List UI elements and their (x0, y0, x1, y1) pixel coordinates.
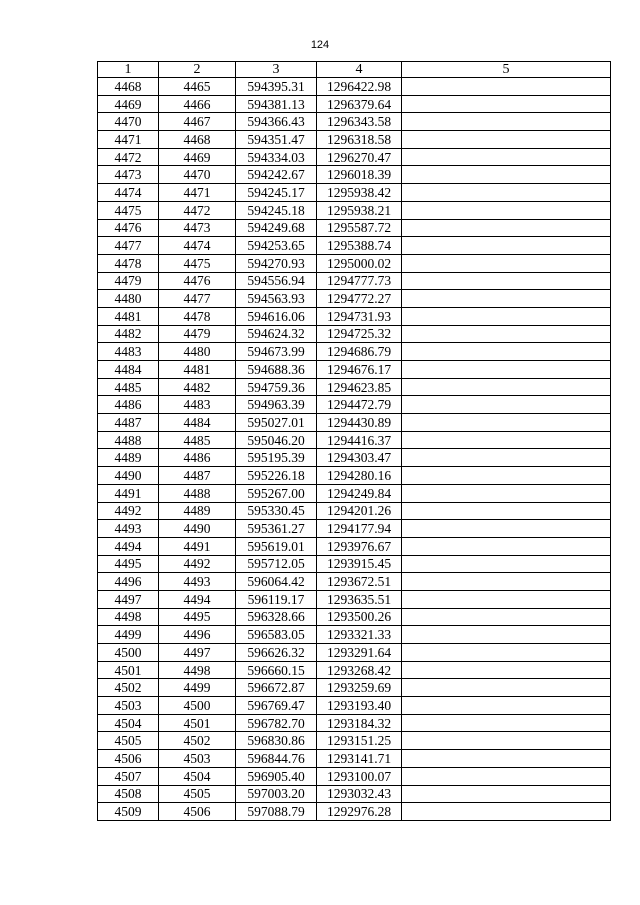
table-cell-col-4: 1294725.32 (317, 325, 402, 343)
table-row (98, 414, 611, 432)
table-cell-col-5 (402, 803, 611, 821)
table-cell-col-3: 594245.17 (236, 184, 317, 202)
table-cell-col-5 (402, 361, 611, 379)
table-cell-col-3: 595046.20 (236, 431, 317, 449)
table-cell-col-2: 4488 (159, 484, 236, 502)
table-row (98, 555, 611, 573)
table-row (98, 237, 611, 255)
column-header-5: 5 (402, 62, 611, 78)
table-cell-col-5 (402, 626, 611, 644)
table-cell-col-3: 597003.20 (236, 785, 317, 803)
table-row (98, 732, 611, 750)
table-cell-col-2: 4478 (159, 307, 236, 325)
table-cell-col-5 (402, 254, 611, 272)
table-cell-col-1: 4496 (98, 573, 159, 591)
table-row (98, 608, 611, 626)
table-cell-col-1: 4497 (98, 590, 159, 608)
table-cell-col-2: 4492 (159, 555, 236, 573)
table-cell-col-2: 4504 (159, 767, 236, 785)
table-cell-col-4: 1294472.79 (317, 396, 402, 414)
table-cell-col-3: 594616.06 (236, 307, 317, 325)
table-cell-col-4: 1294676.17 (317, 361, 402, 379)
table-cell-col-4: 1293268.42 (317, 661, 402, 679)
table-cell-col-2: 4493 (159, 573, 236, 591)
table-cell-col-4: 1293141.71 (317, 750, 402, 768)
table-cell-col-4: 1294777.73 (317, 272, 402, 290)
table-cell-col-2: 4485 (159, 431, 236, 449)
table-cell-col-2: 4474 (159, 237, 236, 255)
table-cell-col-1: 4489 (98, 449, 159, 467)
table-cell-col-3: 595330.45 (236, 502, 317, 520)
table-cell-col-2: 4469 (159, 148, 236, 166)
table-cell-col-1: 4468 (98, 78, 159, 96)
table-cell-col-5 (402, 219, 611, 237)
table-cell-col-3: 594556.94 (236, 272, 317, 290)
table-cell-col-1: 4481 (98, 307, 159, 325)
table-cell-col-4: 1295587.72 (317, 219, 402, 237)
header-row (98, 62, 611, 78)
table-row (98, 467, 611, 485)
table-cell-col-1: 4480 (98, 290, 159, 308)
table-cell-col-1: 4476 (98, 219, 159, 237)
table-row (98, 219, 611, 237)
table-cell-col-5 (402, 590, 611, 608)
table-cell-col-3: 596769.47 (236, 697, 317, 715)
table-cell-col-3: 595361.27 (236, 520, 317, 538)
table-row (98, 484, 611, 502)
table-cell-col-5 (402, 148, 611, 166)
table-cell-col-5 (402, 484, 611, 502)
table-cell-col-5 (402, 661, 611, 679)
table-cell-col-1: 4504 (98, 714, 159, 732)
table-cell-col-4: 1293291.64 (317, 644, 402, 662)
table-body (98, 78, 611, 821)
table-row (98, 626, 611, 644)
table-cell-col-4: 1293259.69 (317, 679, 402, 697)
table-row (98, 378, 611, 396)
table-cell-col-4: 1294177.94 (317, 520, 402, 538)
table-cell-col-5 (402, 714, 611, 732)
table-cell-col-2: 4494 (159, 590, 236, 608)
table-cell-col-2: 4470 (159, 166, 236, 184)
table-cell-col-2: 4468 (159, 131, 236, 149)
table-cell-col-2: 4466 (159, 95, 236, 113)
table-cell-col-2: 4499 (159, 679, 236, 697)
table-cell-col-3: 594688.36 (236, 361, 317, 379)
table-cell-col-3: 594249.68 (236, 219, 317, 237)
table-cell-col-3: 597088.79 (236, 803, 317, 821)
table-row (98, 520, 611, 538)
table-cell-col-5 (402, 732, 611, 750)
table-cell-col-2: 4482 (159, 378, 236, 396)
table-row (98, 644, 611, 662)
table-row (98, 590, 611, 608)
table-cell-col-4: 1293184.32 (317, 714, 402, 732)
table-cell-col-4: 1294772.27 (317, 290, 402, 308)
table-cell-col-4: 1296379.64 (317, 95, 402, 113)
table-row (98, 148, 611, 166)
table-cell-col-3: 594673.99 (236, 343, 317, 361)
table-row (98, 290, 611, 308)
table-cell-col-1: 4477 (98, 237, 159, 255)
table-cell-col-3: 596119.17 (236, 590, 317, 608)
table-cell-col-3: 594245.18 (236, 201, 317, 219)
table-header (98, 62, 611, 78)
table-cell-col-1: 4499 (98, 626, 159, 644)
table-cell-col-5 (402, 679, 611, 697)
table-cell-col-3: 596583.05 (236, 626, 317, 644)
table-cell-col-3: 596660.15 (236, 661, 317, 679)
table-cell-col-3: 595619.01 (236, 537, 317, 555)
table-cell-col-1: 4474 (98, 184, 159, 202)
table-cell-col-2: 4472 (159, 201, 236, 219)
table-cell-col-4: 1294249.84 (317, 484, 402, 502)
table-row (98, 307, 611, 325)
table-cell-col-1: 4498 (98, 608, 159, 626)
table-cell-col-2: 4506 (159, 803, 236, 821)
table-cell-col-3: 595712.05 (236, 555, 317, 573)
table-cell-col-4: 1293672.51 (317, 573, 402, 591)
table-cell-col-4: 1293032.43 (317, 785, 402, 803)
table-cell-col-1: 4500 (98, 644, 159, 662)
table-cell-col-5 (402, 78, 611, 96)
table-cell-col-1: 4490 (98, 467, 159, 485)
table-cell-col-1: 4493 (98, 520, 159, 538)
table-cell-col-1: 4478 (98, 254, 159, 272)
table-cell-col-3: 594381.13 (236, 95, 317, 113)
table-cell-col-1: 4505 (98, 732, 159, 750)
table-cell-col-5 (402, 785, 611, 803)
table-cell-col-1: 4484 (98, 361, 159, 379)
table-cell-col-2: 4501 (159, 714, 236, 732)
table-cell-col-3: 594366.43 (236, 113, 317, 131)
table-cell-col-3: 594563.93 (236, 290, 317, 308)
table-cell-col-3: 594351.47 (236, 131, 317, 149)
table-cell-col-2: 4497 (159, 644, 236, 662)
coordinates-table (97, 61, 611, 821)
table-cell-col-2: 4467 (159, 113, 236, 131)
table-cell-col-3: 596626.32 (236, 644, 317, 662)
table-cell-col-1: 4503 (98, 697, 159, 715)
table-cell-col-1: 4491 (98, 484, 159, 502)
table-cell-col-1: 4492 (98, 502, 159, 520)
table-cell-col-4: 1293915.45 (317, 555, 402, 573)
table-cell-col-2: 4480 (159, 343, 236, 361)
table-cell-col-2: 4484 (159, 414, 236, 432)
table-cell-col-5 (402, 272, 611, 290)
table-cell-col-1: 4487 (98, 414, 159, 432)
table-cell-col-5 (402, 166, 611, 184)
table-cell-col-5 (402, 396, 611, 414)
table-cell-col-2: 4476 (159, 272, 236, 290)
column-header-3: 3 (236, 62, 317, 78)
table-row (98, 325, 611, 343)
table-cell-col-4: 1294731.93 (317, 307, 402, 325)
table-row (98, 573, 611, 591)
table-row (98, 95, 611, 113)
table-row (98, 785, 611, 803)
table-row (98, 78, 611, 96)
table-cell-col-1: 4509 (98, 803, 159, 821)
table-cell-col-4: 1294623.85 (317, 378, 402, 396)
table-cell-col-3: 595226.18 (236, 467, 317, 485)
table-cell-col-5 (402, 113, 611, 131)
table-cell-col-4: 1293321.33 (317, 626, 402, 644)
table-row (98, 431, 611, 449)
table-cell-col-3: 594242.67 (236, 166, 317, 184)
table-cell-col-2: 4490 (159, 520, 236, 538)
table-cell-col-5 (402, 537, 611, 555)
table-cell-col-2: 4471 (159, 184, 236, 202)
table-cell-col-5 (402, 555, 611, 573)
table-cell-col-1: 4479 (98, 272, 159, 290)
table-cell-col-4: 1293100.07 (317, 767, 402, 785)
table-cell-col-1: 4473 (98, 166, 159, 184)
table-cell-col-4: 1293193.40 (317, 697, 402, 715)
table-cell-col-2: 4475 (159, 254, 236, 272)
table-row (98, 714, 611, 732)
table-row (98, 201, 611, 219)
table-cell-col-5 (402, 325, 611, 343)
table-cell-col-3: 596844.76 (236, 750, 317, 768)
table-row (98, 254, 611, 272)
table-cell-col-2: 4487 (159, 467, 236, 485)
table-cell-col-4: 1295388.74 (317, 237, 402, 255)
table-cell-col-1: 4495 (98, 555, 159, 573)
table-cell-col-2: 4500 (159, 697, 236, 715)
table-cell-col-2: 4502 (159, 732, 236, 750)
column-header-2: 2 (159, 62, 236, 78)
table-cell-col-5 (402, 750, 611, 768)
table-cell-col-4: 1294416.37 (317, 431, 402, 449)
table-cell-col-4: 1296018.39 (317, 166, 402, 184)
column-header-1: 1 (98, 62, 159, 78)
table-cell-col-2: 4489 (159, 502, 236, 520)
table-cell-col-5 (402, 343, 611, 361)
table-cell-col-3: 594963.39 (236, 396, 317, 414)
table-cell-col-1: 4502 (98, 679, 159, 697)
table-cell-col-1: 4475 (98, 201, 159, 219)
table-cell-col-3: 595027.01 (236, 414, 317, 432)
table-cell-col-1: 4472 (98, 148, 159, 166)
table-cell-col-3: 596064.42 (236, 573, 317, 591)
table-cell-col-5 (402, 131, 611, 149)
table-cell-col-3: 594253.65 (236, 237, 317, 255)
table-cell-col-1: 4486 (98, 396, 159, 414)
table-cell-col-3: 596830.86 (236, 732, 317, 750)
table-cell-col-2: 4505 (159, 785, 236, 803)
table-cell-col-1: 4494 (98, 537, 159, 555)
table-cell-col-4: 1294280.16 (317, 467, 402, 485)
table-cell-col-1: 4508 (98, 785, 159, 803)
table-cell-col-5 (402, 414, 611, 432)
table-cell-col-4: 1294430.89 (317, 414, 402, 432)
table-cell-col-1: 4483 (98, 343, 159, 361)
table-row (98, 750, 611, 768)
table-cell-col-1: 4501 (98, 661, 159, 679)
table-cell-col-5 (402, 644, 611, 662)
table-row (98, 166, 611, 184)
table-cell-col-4: 1296343.58 (317, 113, 402, 131)
table-cell-col-3: 594270.93 (236, 254, 317, 272)
table-cell-col-5 (402, 608, 611, 626)
table-cell-col-3: 596782.70 (236, 714, 317, 732)
table-cell-col-4: 1296422.98 (317, 78, 402, 96)
table-row (98, 502, 611, 520)
table-cell-col-5 (402, 378, 611, 396)
table-cell-col-3: 594334.03 (236, 148, 317, 166)
table-cell-col-3: 596328.66 (236, 608, 317, 626)
table-cell-col-4: 1295938.21 (317, 201, 402, 219)
table-cell-col-2: 4491 (159, 537, 236, 555)
table-cell-col-4: 1293635.51 (317, 590, 402, 608)
table-cell-col-1: 4471 (98, 131, 159, 149)
table-cell-col-2: 4498 (159, 661, 236, 679)
table-cell-col-2: 4483 (159, 396, 236, 414)
table-cell-col-2: 4473 (159, 219, 236, 237)
table-cell-col-4: 1293976.67 (317, 537, 402, 555)
table-cell-col-3: 594759.36 (236, 378, 317, 396)
table-cell-col-5 (402, 502, 611, 520)
table-row (98, 131, 611, 149)
table-row (98, 679, 611, 697)
table-cell-col-2: 4477 (159, 290, 236, 308)
table-cell-col-5 (402, 290, 611, 308)
table-cell-col-5 (402, 767, 611, 785)
table-row (98, 396, 611, 414)
table-cell-col-4: 1293151.25 (317, 732, 402, 750)
table-cell-col-5 (402, 520, 611, 538)
table-cell-col-3: 594624.32 (236, 325, 317, 343)
table-row (98, 767, 611, 785)
table-cell-col-5 (402, 307, 611, 325)
table-cell-col-4: 1292976.28 (317, 803, 402, 821)
table-row (98, 361, 611, 379)
table-cell-col-2: 4486 (159, 449, 236, 467)
table-cell-col-4: 1295938.42 (317, 184, 402, 202)
table-cell-col-1: 4470 (98, 113, 159, 131)
table-row (98, 661, 611, 679)
table-cell-col-4: 1294201.26 (317, 502, 402, 520)
table-cell-col-2: 4495 (159, 608, 236, 626)
table-cell-col-2: 4479 (159, 325, 236, 343)
column-header-4: 4 (317, 62, 402, 78)
table-row (98, 697, 611, 715)
table-cell-col-5 (402, 431, 611, 449)
table-cell-col-5 (402, 467, 611, 485)
table-cell-col-4: 1294303.47 (317, 449, 402, 467)
table-cell-col-3: 596672.87 (236, 679, 317, 697)
table-cell-col-4: 1296318.58 (317, 131, 402, 149)
table-row (98, 537, 611, 555)
table-cell-col-1: 4485 (98, 378, 159, 396)
table-cell-col-1: 4506 (98, 750, 159, 768)
table-cell-col-3: 595195.39 (236, 449, 317, 467)
table-cell-col-2: 4503 (159, 750, 236, 768)
table-cell-col-4: 1296270.47 (317, 148, 402, 166)
table-cell-col-2: 4465 (159, 78, 236, 96)
table-cell-col-1: 4507 (98, 767, 159, 785)
page-number: 124 (310, 39, 330, 51)
table-cell-col-5 (402, 697, 611, 715)
table-cell-col-2: 4496 (159, 626, 236, 644)
table-row (98, 449, 611, 467)
table-cell-col-5 (402, 184, 611, 202)
table-cell-col-3: 596905.40 (236, 767, 317, 785)
table-row (98, 803, 611, 821)
table-cell-col-4: 1295000.02 (317, 254, 402, 272)
table-cell-col-3: 595267.00 (236, 484, 317, 502)
table-cell-col-2: 4481 (159, 361, 236, 379)
table-row (98, 184, 611, 202)
table-cell-col-5 (402, 449, 611, 467)
table-cell-col-4: 1294686.79 (317, 343, 402, 361)
table-cell-col-5 (402, 573, 611, 591)
table-cell-col-4: 1293500.26 (317, 608, 402, 626)
table-cell-col-5 (402, 201, 611, 219)
table-cell-col-3: 594395.31 (236, 78, 317, 96)
table-cell-col-1: 4488 (98, 431, 159, 449)
table-row (98, 272, 611, 290)
table-cell-col-5 (402, 95, 611, 113)
table-row (98, 113, 611, 131)
table-cell-col-5 (402, 237, 611, 255)
table-cell-col-1: 4482 (98, 325, 159, 343)
table-cell-col-1: 4469 (98, 95, 159, 113)
table-row (98, 343, 611, 361)
